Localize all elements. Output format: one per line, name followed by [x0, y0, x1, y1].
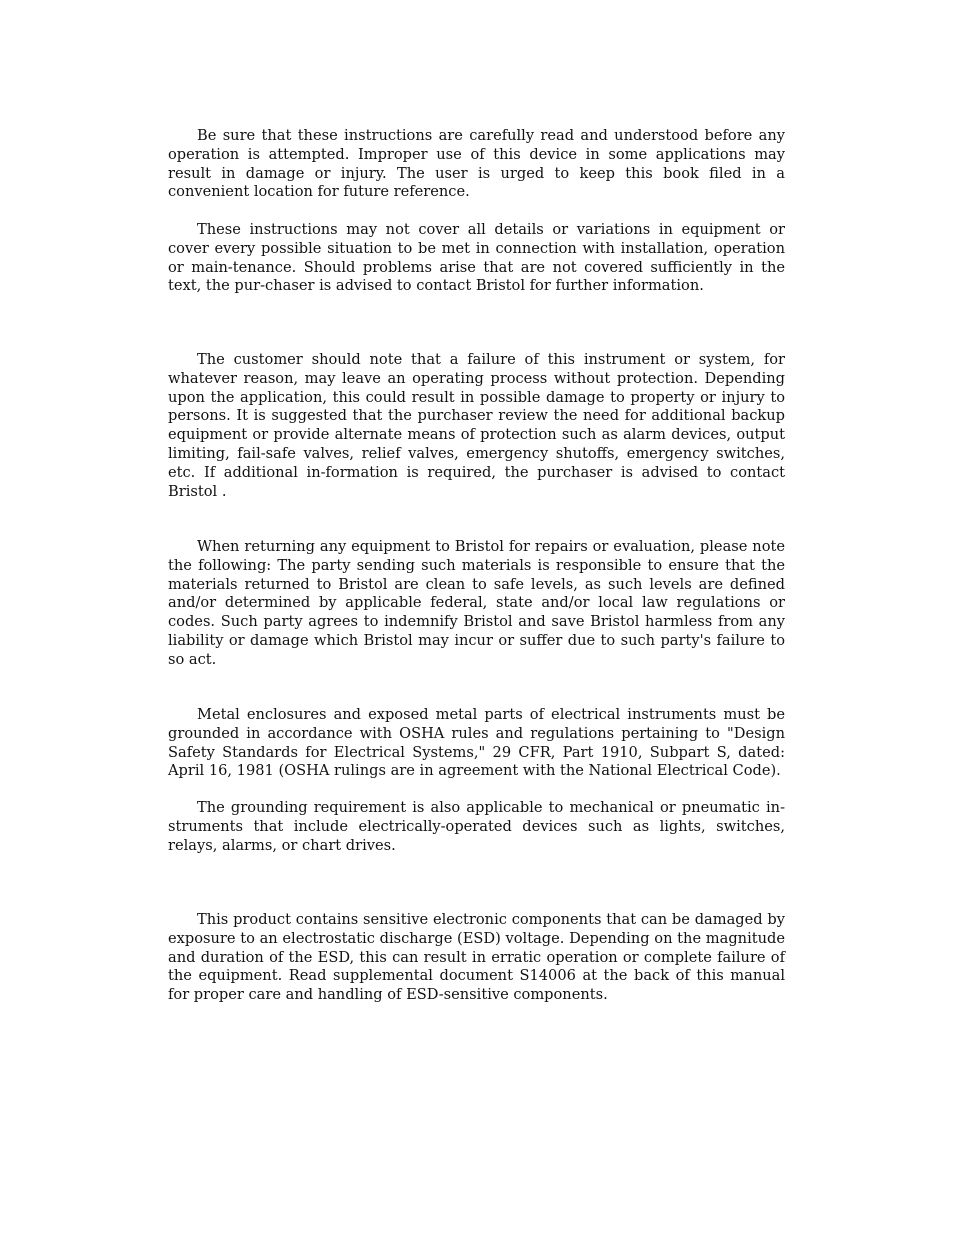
paragraph-esd-warning: This product contains sensitive electronic components that can be damaged by exposure to an electrostatic discharge (ESD) voltage. Depending on the magnitude and duration of the ESD, this can result in erratic operation or complete failure of the equipment. Read supplemental document S14006 at the back of this manual for proper care and handling of ESD-sensitive components. — [168, 911, 785, 1004]
paragraph-grounding-mechanical: The grounding requirement is also applicable to mechanical or pneumatic in-struments that include electrically-operated devices such as lights, switches, relays, alarms, or chart drives. — [168, 799, 785, 854]
paragraph-failure-protection: The customer should note that a failure of this instrument or system, for whatever reason, may leave an operating process without protection. Depending upon the application, this could result in possible damage to property or injury to persons. It is suggested that the purchaser review the need for additional backup equipment or provide alternate means of protection such as alarm devices, output limiting, fail-safe valves, relief valves, emergency shutoffs, emergency switches, etc. If additional in-formation is required, the purchaser is advised to contact Bristol . — [168, 351, 785, 500]
paragraph-coverage-notice: These instructions may not cover all details or variations in equipment or cover every possible situation to be met in connection with installation, operation or main-tenance. Should problems arise that are not covered sufficiently in the text, the pur-chaser is advised to contact Bristol for further information. — [168, 221, 785, 295]
paragraph-read-instructions: Be sure that these instructions are carefully read and understood before any operation is attempted. Improper use of this device in some applications may result in damage or injury. The user is urged to keep this book filed in a convenient location for future reference. — [168, 127, 785, 201]
paragraph-returning-equipment: When returning any equipment to Bristol for repairs or evaluation, please note the following: The party sending such materials is responsible to ensure that the materials returned to Bristol are clean to safe levels, as such levels are defined and/or determined by applicable federal, state and/or local law regulations or codes. Such party agrees to indemnify Bristol and save Bristol harmless from any liability or damage which Bristol may incur or suffer due to such party's failure to so act. — [168, 538, 785, 668]
paragraph-grounding-osha: Metal enclosures and exposed metal parts of electrical instruments must be grounded in accordance with OSHA rules and regulations pertaining to "Design Safety Standards for Electrical Systems," 29 CFR, Part 1910, Subpart S, dated: April 16, 1981 (OSHA rulings are in agreement with the National Electrical Code). — [168, 706, 785, 780]
